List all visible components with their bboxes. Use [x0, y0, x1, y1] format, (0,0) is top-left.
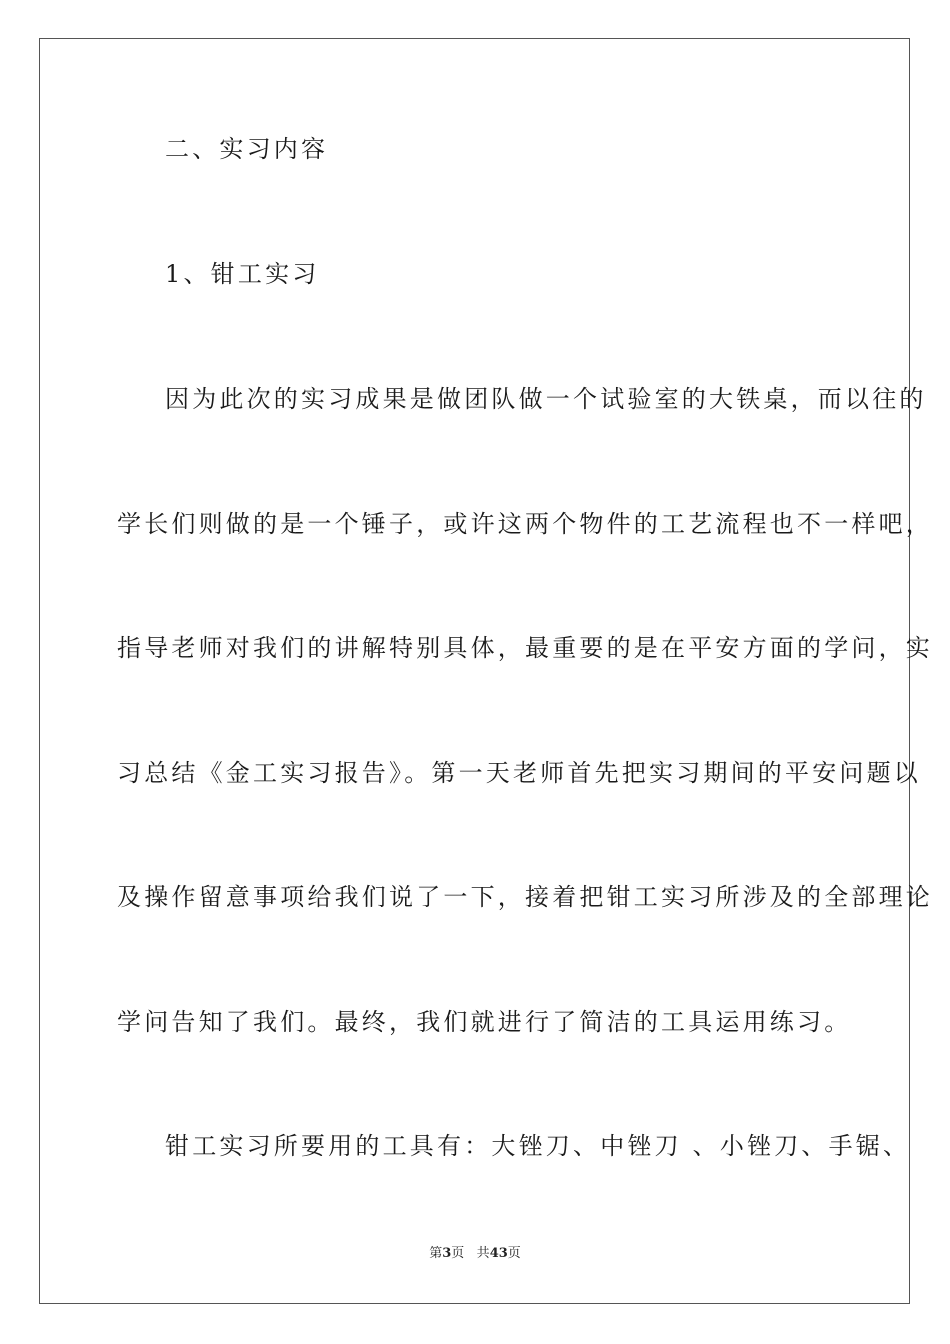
current-page-number: 3: [442, 1246, 452, 1261]
paragraph-line: 因为此次的实习成果是做团队做一个试验室的大铁桌，而以往的: [165, 385, 927, 413]
paragraph-line: 习总结《金工实习报告》。第一天老师首先把实习期间的平安问题以: [117, 759, 921, 787]
paragraph-line: 学问告知了我们。最终，我们就进行了简洁的工具运用练习。: [117, 1008, 852, 1036]
page-suffix: 页: [451, 1246, 465, 1261]
paragraph-line: 学长们则做的是一个锤子，或许这两个物件的工艺流程也不一样吧，: [117, 510, 933, 538]
page-footer: [0, 1246, 950, 1262]
paragraph-line: 指导老师对我们的讲解特别具体，最重要的是在平安方面的学问，实: [117, 634, 933, 662]
page-prefix: 第: [429, 1246, 443, 1261]
paragraph-line: 钳工实习所要用的工具有：大锉刀、中锉刀 、小锉刀、手锯、: [165, 1132, 911, 1160]
page-border: [39, 38, 933, 1304]
total-page-count: 43: [489, 1246, 508, 1261]
total-prefix: 共: [476, 1246, 490, 1261]
total-suffix: 页: [507, 1246, 521, 1261]
section-heading: 二、实习内容: [165, 135, 329, 163]
subsection-heading: 1、钳工实习: [165, 260, 320, 288]
paragraph-line: 及操作留意事项给我们说了一下，接着把钳工实习所涉及的全部理论: [117, 883, 933, 911]
